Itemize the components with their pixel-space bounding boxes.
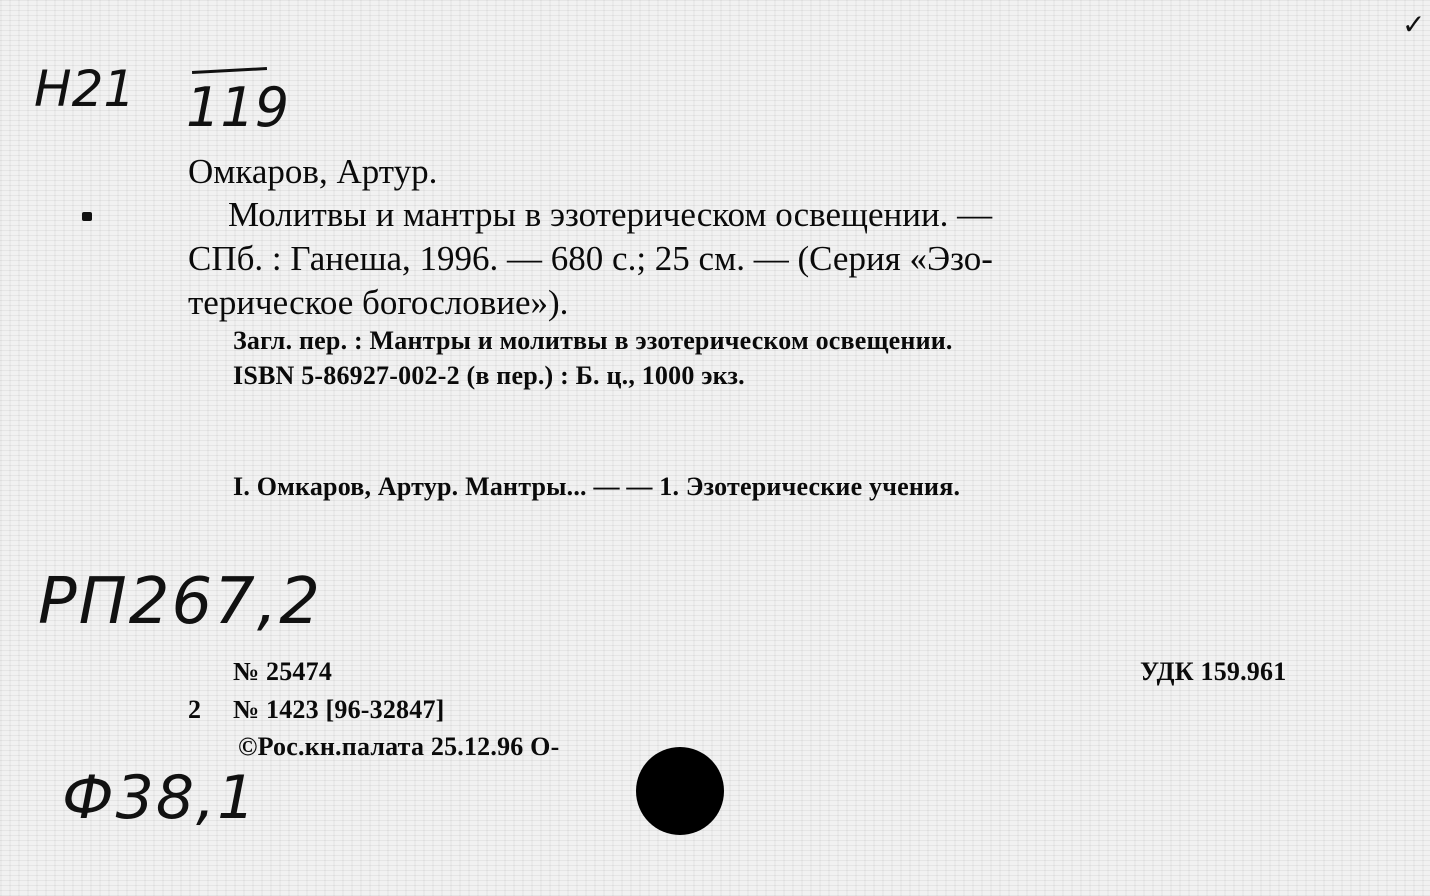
title-line-3: терическое богословие»).: [188, 283, 569, 322]
handwritten-class-code: РП267,2: [38, 565, 322, 639]
punch-hole: [636, 747, 724, 835]
handwritten-shelfmark-number: 119: [186, 76, 290, 139]
handwritten-bottom-code: Ф38,1: [62, 763, 258, 833]
handwritten-shelfmark-prefix: Н21: [34, 60, 136, 118]
isbn-line: ISBN 5-86927-002-2 (в пер.) : Б. ц., 1000 экз.: [233, 361, 745, 390]
copies-count: 2: [188, 695, 202, 724]
book-chamber-line: ©Рос.кн.палата 25.12.96 О-: [238, 732, 560, 761]
registration-number-2: № 1423 [96-32847]: [233, 695, 445, 724]
corner-check-mark: ✓: [1402, 8, 1426, 41]
tracings-line: I. Омкаров, Артур. Мантры... — — 1. Эзотерические учения.: [233, 472, 961, 501]
title-line-2: СПб. : Ганеша, 1996. — 680 с.; 25 см. — (Серия «Эзо-: [188, 239, 993, 278]
author-heading: Омкаров, Артур.: [188, 152, 438, 191]
note-cover-title: Загл. пер. : Мантры и молитвы в эзотерическом освещении.: [233, 326, 953, 355]
udc-code: УДК 159.961: [1140, 657, 1287, 686]
shelfmark-overline: [192, 67, 267, 74]
bullet-mark: [82, 212, 92, 221]
registration-number-1: № 25474: [233, 657, 333, 686]
title-line-1: Молитвы и мантры в эзотерическом освещении. —: [228, 195, 993, 234]
